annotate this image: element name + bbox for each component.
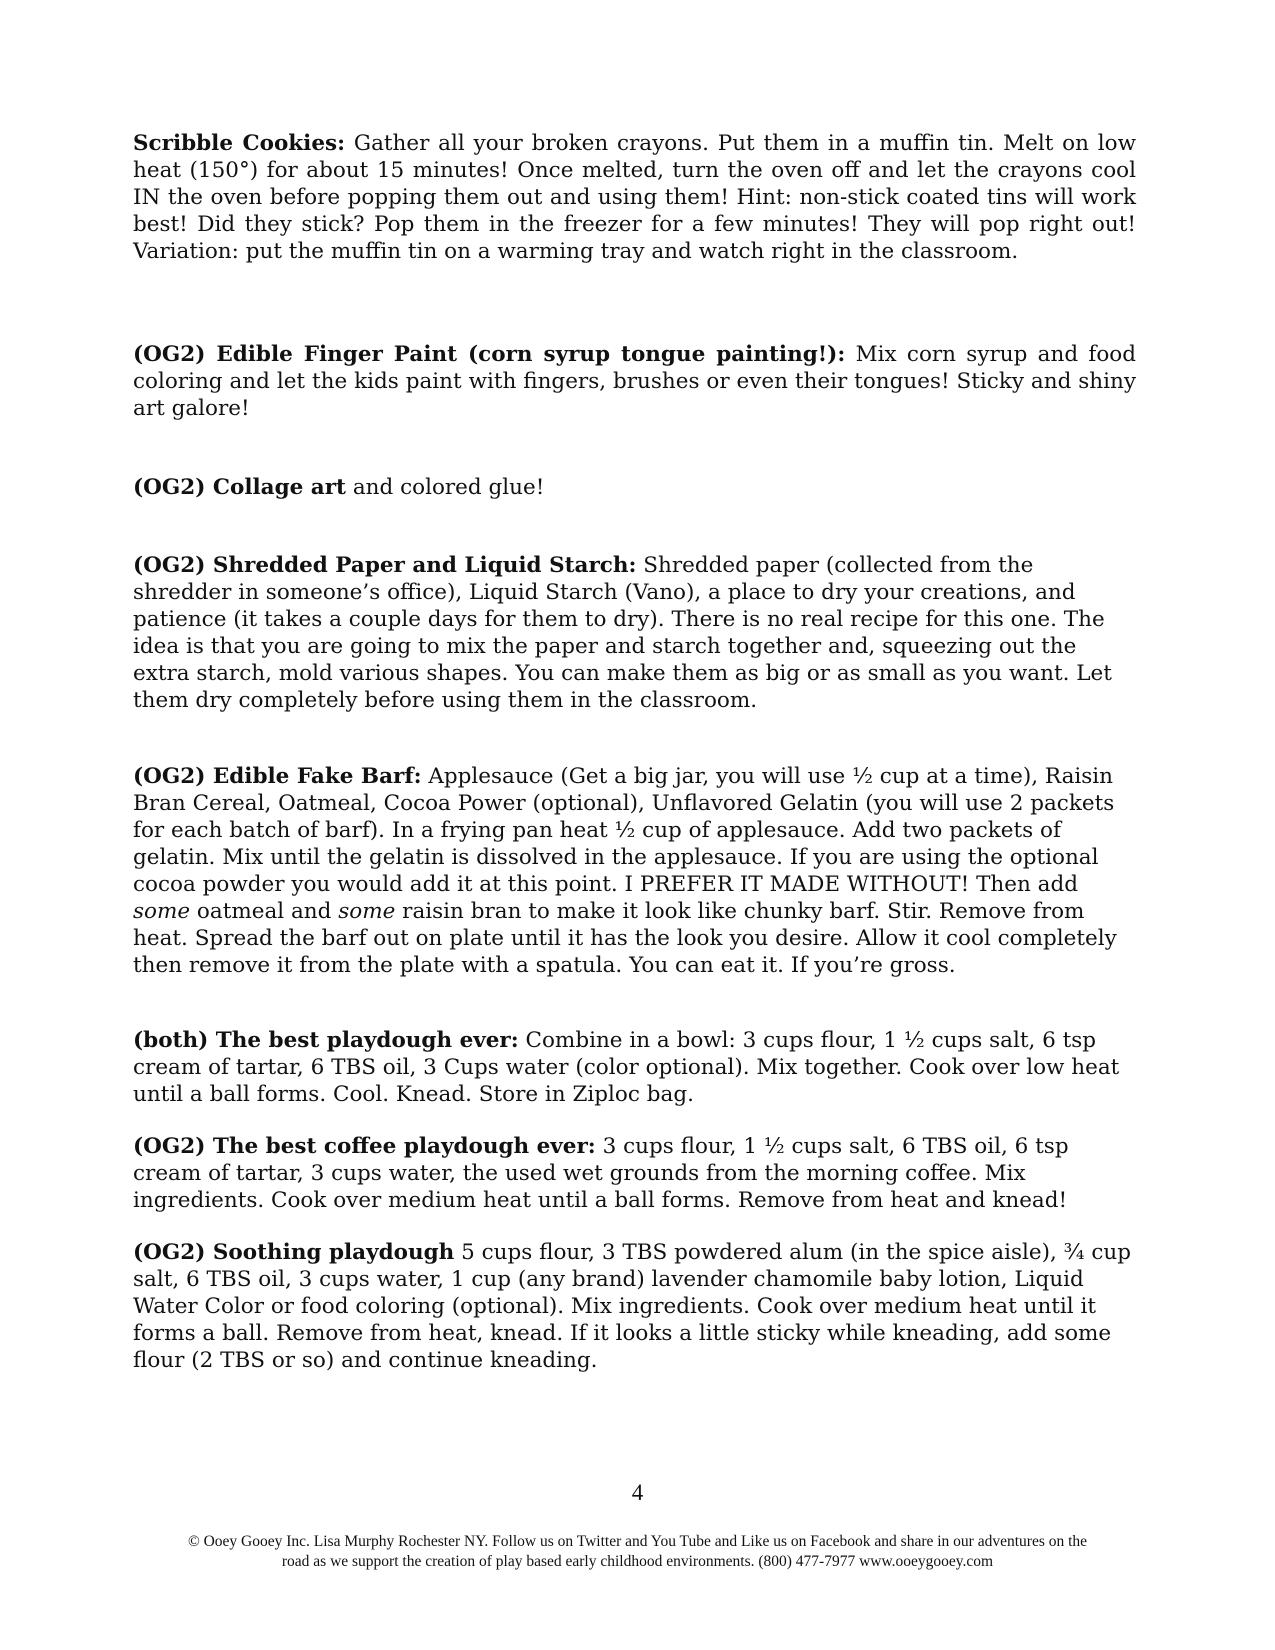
page-footer	[140, 1532, 1135, 1572]
page-number: 4	[631, 1480, 644, 1505]
recipe-emphasis: some	[133, 899, 191, 924]
recipe-coffee-playdough	[133, 1133, 1136, 1214]
footer-line: © Ooey Gooey Inc. Lisa Murphy Rochester NY. Follow us on Twitter and You Tube and Like us on Facebook and share in our adventures on the	[187, 1533, 1088, 1550]
recipe-body: raisin bran to make it look like chunky barf. Stir. Remove from heat. Spread the barf out on plate until it has the look you desire. Allow it cool completely then remove it from the plate with a spatula. You can eat it. If you’re gross.	[133, 899, 1117, 978]
recipe-body: and colored glue!	[345, 475, 545, 500]
recipe-title: (OG2) Edible Fake Barf:	[133, 764, 422, 789]
recipe-body: 5 cups flour, 3 TBS powdered alum (in the spice aisle), ¾ cup salt, 6 TBS oil, 3 cups water, 1 cup (any brand) lavender chamomile baby lotion, Liquid Water Color or food coloring (optional). Mix ingredients. Cook over medium heat until it forms a ball. Remove from heat, knead. If it looks a little sticky while kneading, add some flour (2 TBS or so) and continue kneading.	[133, 1240, 1131, 1373]
recipe-title: (OG2) The best coffee playdough ever:	[133, 1134, 596, 1159]
recipe-body: Combine in a bowl: 3 cups flour, 1 ½ cups salt, 6 tsp cream of tartar, 6 TBS oil, 3 Cups water (color optional). Mix together. Cook over low heat until a ball forms. Cool. Knead. Store in Ziploc bag.	[133, 1028, 1120, 1107]
recipe-best-playdough	[133, 1027, 1136, 1108]
recipe-scribble-cookies	[133, 130, 1136, 265]
recipe-title: (both) The best playdough ever:	[133, 1028, 519, 1053]
recipe-title: Scribble Cookies:	[133, 131, 346, 156]
recipe-title: (OG2) Shredded Paper and Liquid Starch:	[133, 553, 637, 578]
recipe-body: Applesauce (Get a big jar, you will use ½ cup at a time), Raisin Bran Cereal, Oatmeal, Cocoa Power (optional), Unflavored Gelatin (you will use 2 packets for each batch of barf). In a frying pan heat ½ cup of applesauce. Add two packets of gelatin. Mix until the gelatin is dissolved in the applesauce. If you are using the optional cocoa powder you would add it at this point. I PREFER IT MADE WITHOUT! Then add	[133, 764, 1115, 897]
recipe-body: oatmeal and	[190, 899, 339, 924]
recipe-emphasis: some	[338, 899, 396, 924]
recipe-title: (OG2) Edible Finger Paint (corn syrup tongue painting!):	[133, 342, 846, 367]
recipe-collage-art	[133, 474, 1136, 501]
recipe-edible-fake-barf	[133, 763, 1136, 979]
recipe-body: Gather all your broken crayons. Put them in a muffin tin. Melt on low heat (150°) for about 15 minutes! Once melted, turn the oven off and let the crayons cool IN the oven before popping them out and using them! Hint: non-stick coated tins will work best! Did they stick? Pop them in the freezer for a few minutes! They will pop right out! Variation: put the muffin tin on a warming tray and watch right in the classroom.	[133, 131, 1137, 264]
recipe-soothing-playdough	[133, 1239, 1136, 1374]
recipe-body: Shredded paper (collected from the shredder in someone’s office), Liquid Starch (Vano), a place to dry your creations, and patience (it takes a couple days for them to dry). There is no real recipe for this one. The idea is that you are going to mix the paper and starch together and, squeezing out the extra starch, mold various shapes. You can make them as big or as small as you want. Let them dry completely before using them in the classroom.	[133, 553, 1112, 713]
recipe-shredded-paper	[133, 552, 1136, 714]
footer-line: road as we support the creation of play based early childhood environments. (800) 477-7977 www.ooeygooey.com	[281, 1553, 994, 1570]
recipe-title: (OG2) Soothing playdough	[133, 1240, 455, 1265]
recipe-body: Mix corn syrup and food coloring and let the kids paint with fingers, brushes or even their tongues! Sticky and shiny art galore!	[133, 342, 1136, 421]
recipe-title: (OG2) Collage art	[133, 475, 346, 500]
recipe-edible-finger-paint	[133, 341, 1136, 422]
recipe-body: 3 cups flour, 1 ½ cups salt, 6 TBS oil, 6 tsp cream of tartar, 3 cups water, the used wet grounds from the morning coffee. Mix ingredients. Cook over medium heat until a ball forms. Remove from heat and knead!	[133, 1134, 1069, 1213]
